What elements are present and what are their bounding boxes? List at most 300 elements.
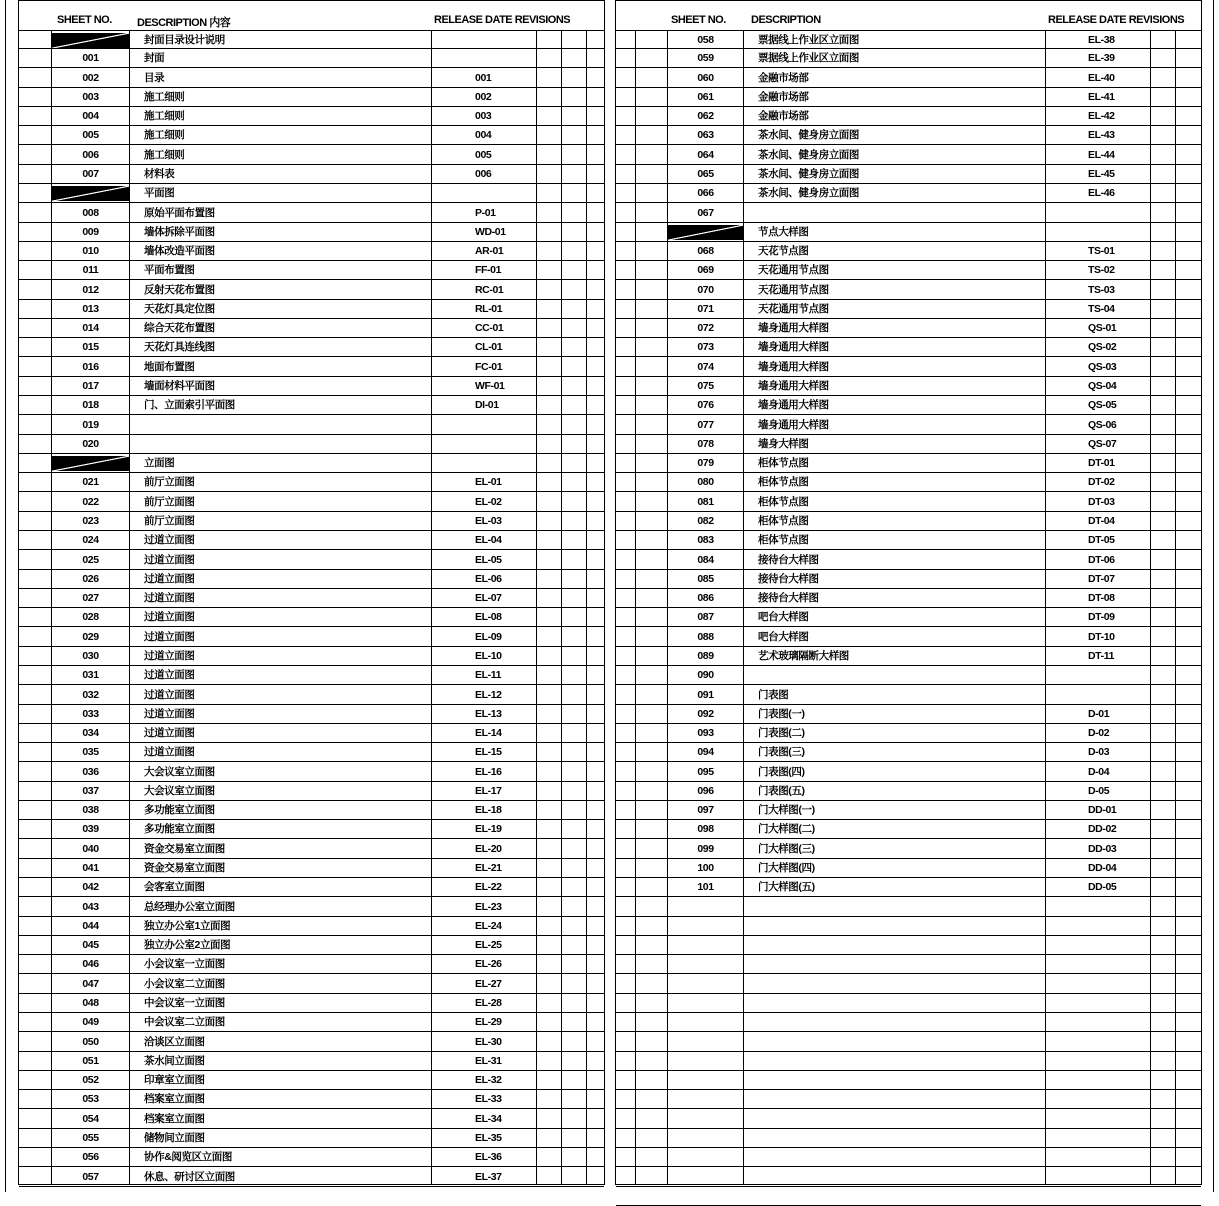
sheet-number: 055 bbox=[82, 1131, 99, 1144]
sheet-description: 封面 bbox=[144, 52, 165, 65]
drawing-code: 004 bbox=[475, 129, 492, 142]
drawing-code: EL-30 bbox=[475, 1035, 502, 1048]
sheet-number: 042 bbox=[82, 881, 99, 894]
drawing-code: EL-19 bbox=[475, 823, 502, 836]
sheet-number: 064 bbox=[697, 148, 714, 161]
drawing-code: 003 bbox=[475, 110, 492, 123]
table-row bbox=[616, 512, 1201, 531]
sheet-number: 065 bbox=[697, 167, 714, 180]
drawing-code: D-03 bbox=[1088, 746, 1110, 759]
table-row bbox=[19, 1168, 604, 1187]
table-row bbox=[19, 1110, 604, 1129]
sheet-description: 档案室立面图 bbox=[144, 1093, 205, 1106]
table-row bbox=[19, 898, 604, 917]
drawing-code: EL-06 bbox=[475, 572, 502, 585]
drawing-code: DT-08 bbox=[1088, 592, 1115, 605]
table-row bbox=[19, 223, 604, 242]
sheet-description: 资金交易室立面图 bbox=[144, 842, 225, 855]
sheet-number bbox=[668, 1168, 743, 1186]
sheet-number: 005 bbox=[82, 129, 99, 142]
sheet-number: 070 bbox=[697, 283, 714, 296]
column-divider bbox=[635, 30, 636, 1184]
sheet-description: 综合天花布置图 bbox=[144, 322, 215, 335]
sheet-number: 092 bbox=[697, 707, 714, 720]
table-row bbox=[616, 917, 1201, 936]
sheet-description: 门表图(二) bbox=[758, 727, 805, 740]
table-row bbox=[19, 782, 604, 801]
sheet-description: 多功能室立面图 bbox=[144, 804, 215, 817]
table-row bbox=[616, 801, 1201, 820]
drawing-code: EL-37 bbox=[475, 1170, 502, 1183]
drawing-code: EL-10 bbox=[475, 649, 502, 662]
sheet-description: 门表图(四) bbox=[758, 765, 805, 778]
sheet-number: 047 bbox=[82, 977, 99, 990]
table-row bbox=[19, 1071, 604, 1090]
drawing-code: 001 bbox=[475, 71, 492, 84]
sheet-description: 茶水间、健身房立面图 bbox=[758, 129, 859, 142]
drawing-code: EL-03 bbox=[475, 515, 502, 527]
sheet-description: 墙体拆除平面图 bbox=[144, 225, 215, 238]
sheet-number bbox=[668, 917, 743, 935]
sheet-number bbox=[668, 1110, 743, 1128]
sheet-description: 施工细则 bbox=[144, 90, 185, 103]
sheet-description: 储物间立面图 bbox=[144, 1131, 205, 1144]
sheet-number bbox=[668, 1013, 743, 1031]
table-row bbox=[19, 820, 604, 839]
sheet-description: 艺术玻璃隔断大样图 bbox=[758, 649, 849, 662]
sheet-number: 043 bbox=[82, 900, 99, 913]
sheet-description: 过道立面图 bbox=[144, 707, 195, 720]
sheet-description: 墙身通用大样图 bbox=[758, 360, 829, 373]
sheet-number bbox=[668, 936, 743, 954]
sheet-number: 056 bbox=[82, 1151, 99, 1164]
sheet-number: 069 bbox=[697, 264, 714, 277]
sheet-description: 前厅立面图 bbox=[144, 476, 195, 489]
sheet-description: 过道立面图 bbox=[144, 592, 195, 605]
sheet-number: 062 bbox=[697, 110, 714, 123]
sheet-description: 门表图(一) bbox=[758, 707, 805, 720]
sheet-description: 会客室立面图 bbox=[144, 881, 205, 894]
sheet-number: 075 bbox=[697, 380, 714, 393]
sheet-number: 007 bbox=[82, 167, 99, 180]
drawing-code: EL-13 bbox=[475, 707, 502, 720]
sheet-description: 反射天花布置图 bbox=[144, 283, 215, 296]
sheet-description: 茶水间、健身房立面图 bbox=[758, 167, 859, 180]
sheet-number: 015 bbox=[82, 341, 99, 354]
sheet-number: 053 bbox=[82, 1093, 99, 1106]
table-row bbox=[19, 859, 604, 878]
table-row bbox=[616, 261, 1201, 280]
sheet-number: 001 bbox=[82, 52, 99, 65]
sheet-description: 独立办公室1立面图 bbox=[144, 919, 231, 932]
sheet-description: 过道立面图 bbox=[144, 553, 195, 566]
table-row bbox=[19, 1129, 604, 1148]
sheet-number bbox=[668, 994, 743, 1012]
sheet-description: 茶水间立面图 bbox=[144, 1054, 205, 1067]
column-divider bbox=[1150, 30, 1151, 1184]
drawing-code: RC-01 bbox=[475, 283, 504, 296]
drawing-code: EL-35 bbox=[475, 1131, 502, 1144]
drawing-code: DD-04 bbox=[1088, 862, 1117, 875]
drawing-code: EL-27 bbox=[475, 977, 502, 990]
table-row bbox=[616, 686, 1201, 705]
table-row bbox=[19, 570, 604, 589]
drawing-code: DI-01 bbox=[475, 399, 499, 412]
column-divider bbox=[667, 30, 668, 1184]
sheet-description: 接待台大样图 bbox=[758, 592, 819, 605]
sheet-number: 076 bbox=[697, 399, 714, 412]
sheet-number: 077 bbox=[697, 418, 714, 431]
table-row bbox=[19, 994, 604, 1013]
drawing-code: DD-01 bbox=[1088, 804, 1117, 817]
sheet-number: 019 bbox=[82, 418, 99, 431]
table-row bbox=[616, 994, 1201, 1013]
drawing-code: DD-03 bbox=[1088, 842, 1117, 855]
sheet-description: 票据线上作业区立面图 bbox=[758, 52, 859, 65]
drawing-list-left bbox=[18, 0, 605, 1185]
sheet-description: 原始平面布置图 bbox=[144, 206, 215, 219]
sheet-number: 057 bbox=[82, 1170, 99, 1183]
sheet-number: 038 bbox=[82, 804, 99, 817]
table-row bbox=[616, 1187, 1201, 1206]
table-row bbox=[616, 88, 1201, 107]
table-row bbox=[19, 763, 604, 782]
table-row bbox=[19, 242, 604, 261]
sheet-number: 039 bbox=[82, 823, 99, 836]
sheet-description: 中会议室一立面图 bbox=[144, 997, 225, 1009]
sheet-number: 045 bbox=[82, 939, 99, 952]
drawing-code: D-05 bbox=[1088, 784, 1110, 797]
drawing-code: EL-01 bbox=[475, 476, 502, 489]
sheet-description: 封面目录设计说明 bbox=[144, 34, 225, 46]
table-row bbox=[19, 801, 604, 820]
table-row bbox=[616, 126, 1201, 145]
table-row bbox=[19, 840, 604, 859]
sheet-description: 独立办公室2立面图 bbox=[144, 939, 231, 952]
sheet-number: 004 bbox=[82, 110, 99, 123]
table-row bbox=[616, 878, 1201, 897]
table-row bbox=[616, 416, 1201, 435]
drawing-code: TS-01 bbox=[1088, 245, 1115, 258]
table-row bbox=[616, 975, 1201, 994]
sheet-description: 金融市场部 bbox=[758, 90, 809, 103]
sheet-number: 021 bbox=[82, 476, 99, 489]
sheet-description: 墙身通用大样图 bbox=[758, 399, 829, 412]
table-row bbox=[616, 1052, 1201, 1071]
drawing-code: EL-24 bbox=[475, 919, 502, 932]
drawing-code: DT-07 bbox=[1088, 572, 1115, 585]
sheet-description: 过道立面图 bbox=[144, 669, 195, 682]
drawing-code: AR-01 bbox=[475, 245, 504, 258]
table-row bbox=[616, 782, 1201, 801]
drawing-code: CL-01 bbox=[475, 341, 503, 354]
column-divider bbox=[51, 30, 52, 1184]
table-row bbox=[19, 1052, 604, 1071]
sheet-number: 013 bbox=[82, 302, 99, 315]
sheet-description: 施工细则 bbox=[144, 129, 185, 142]
sheet-description: 施工细则 bbox=[144, 110, 185, 123]
outer-border-left bbox=[5, 0, 6, 1192]
table-row bbox=[19, 686, 604, 705]
table-row bbox=[19, 1033, 604, 1052]
column-divider bbox=[743, 30, 744, 1184]
sheet-description: 施工细则 bbox=[144, 148, 185, 161]
table-row bbox=[616, 628, 1201, 647]
sheet-number: 086 bbox=[697, 592, 714, 605]
sheet-number bbox=[668, 223, 743, 241]
sheet-description: 小会议室一立面图 bbox=[144, 958, 225, 971]
sheet-number: 048 bbox=[82, 997, 99, 1009]
drawing-code: EL-29 bbox=[475, 1016, 502, 1029]
sheet-number: 071 bbox=[697, 302, 714, 315]
table-row bbox=[616, 493, 1201, 512]
table-row bbox=[616, 1168, 1201, 1187]
drawing-code: EL-25 bbox=[475, 939, 502, 952]
table-row bbox=[19, 88, 604, 107]
header-description: DESCRIPTION bbox=[751, 14, 821, 26]
drawing-code: EL-20 bbox=[475, 842, 502, 855]
sheet-number: 078 bbox=[697, 437, 714, 450]
table-row bbox=[19, 647, 604, 666]
sheet-number: 068 bbox=[697, 245, 714, 258]
outer-border-right bbox=[1213, 0, 1214, 1192]
drawing-code: RL-01 bbox=[475, 302, 503, 315]
sheet-number: 046 bbox=[82, 958, 99, 971]
sheet-number: 002 bbox=[82, 71, 99, 84]
sheet-description: 金融市场部 bbox=[758, 71, 809, 84]
drawing-code: EL-15 bbox=[475, 746, 502, 759]
drawing-code: EL-36 bbox=[475, 1151, 502, 1164]
drawing-code: EL-23 bbox=[475, 900, 502, 913]
table-row bbox=[616, 1033, 1201, 1052]
drawing-code: QS-05 bbox=[1088, 399, 1117, 412]
table-row bbox=[616, 955, 1201, 974]
table-row bbox=[19, 146, 604, 165]
table-row bbox=[616, 1013, 1201, 1032]
table-row bbox=[616, 1090, 1201, 1109]
sheet-description: 门表图 bbox=[758, 688, 789, 701]
table-row bbox=[19, 743, 604, 762]
sheet-description: 门大样图(五) bbox=[758, 881, 815, 894]
sheet-description: 茶水间、健身房立面图 bbox=[758, 148, 859, 161]
drawing-code: DT-06 bbox=[1088, 553, 1115, 566]
table-row bbox=[616, 319, 1201, 338]
drawing-code: P-01 bbox=[475, 206, 496, 219]
table-row bbox=[616, 666, 1201, 685]
sheet-number bbox=[52, 184, 129, 202]
drawing-code: EL-41 bbox=[1088, 90, 1115, 103]
sheet-number: 060 bbox=[697, 71, 714, 84]
drawing-code: WF-01 bbox=[475, 380, 505, 393]
table-row bbox=[19, 377, 604, 396]
header-sheet-no: SHEET NO. bbox=[57, 14, 112, 26]
sheet-number: 018 bbox=[82, 399, 99, 412]
drawing-code: D-04 bbox=[1088, 765, 1110, 778]
table-row bbox=[616, 30, 1201, 49]
drawing-code: EL-31 bbox=[475, 1054, 502, 1067]
section-row bbox=[19, 30, 604, 49]
drawing-code: QS-07 bbox=[1088, 437, 1117, 450]
column-divider bbox=[1175, 30, 1176, 1184]
sheet-description: 目录 bbox=[144, 71, 165, 84]
sheet-description: 门大样图(四) bbox=[758, 862, 815, 875]
sheet-number: 012 bbox=[82, 283, 99, 296]
drawing-code: 006 bbox=[475, 167, 492, 180]
sheet-description: 金融市场部 bbox=[758, 110, 809, 123]
table-row bbox=[19, 473, 604, 492]
table-row bbox=[19, 628, 604, 647]
sheet-number: 049 bbox=[82, 1016, 99, 1029]
drawing-code: D-01 bbox=[1088, 707, 1110, 720]
section-row bbox=[19, 184, 604, 203]
table-row bbox=[616, 743, 1201, 762]
sheet-number: 101 bbox=[697, 881, 714, 894]
sheet-number: 059 bbox=[697, 52, 714, 65]
table-row bbox=[616, 473, 1201, 492]
sheet-number: 094 bbox=[697, 746, 714, 759]
sheet-number: 035 bbox=[82, 746, 99, 759]
sheet-description: 门、立面索引平面图 bbox=[144, 399, 235, 412]
drawing-code: EL-21 bbox=[475, 862, 502, 875]
table-row bbox=[616, 531, 1201, 550]
table-row bbox=[616, 608, 1201, 627]
table-row bbox=[616, 242, 1201, 261]
sheet-description: 中会议室二立面图 bbox=[144, 1016, 225, 1029]
drawing-code: DT-11 bbox=[1088, 649, 1115, 662]
sheet-description: 吧台大样图 bbox=[758, 611, 809, 624]
drawing-code: 005 bbox=[475, 148, 492, 161]
header-release-date-revisions: RELEASE DATE REVISIONS bbox=[1048, 14, 1185, 26]
sheet-number: 080 bbox=[697, 476, 714, 489]
table-row bbox=[19, 126, 604, 145]
table-row bbox=[19, 281, 604, 300]
sheet-description: 柜体节点图 bbox=[758, 476, 809, 489]
table-row bbox=[19, 416, 604, 435]
drawing-code: EL-08 bbox=[475, 611, 502, 624]
sheet-description: 门大样图(二) bbox=[758, 823, 815, 836]
table-row bbox=[19, 319, 604, 338]
sheet-number bbox=[668, 1090, 743, 1108]
table-row bbox=[19, 936, 604, 955]
sheet-description: 总经理办公室立面图 bbox=[144, 900, 235, 913]
header-sheet-no: SHEET NO. bbox=[671, 14, 726, 26]
header-description: DESCRIPTION 内容 bbox=[137, 17, 231, 29]
sheet-number: 020 bbox=[82, 437, 99, 450]
table-row bbox=[19, 917, 604, 936]
sheet-number: 088 bbox=[697, 630, 714, 643]
sheet-number: 082 bbox=[697, 515, 714, 527]
table-row bbox=[616, 300, 1201, 319]
table-row bbox=[19, 608, 604, 627]
sheet-number: 025 bbox=[82, 553, 99, 566]
drawing-code: EL-14 bbox=[475, 727, 502, 740]
column-divider bbox=[129, 30, 130, 1184]
drawing-code: EL-04 bbox=[475, 534, 502, 547]
table-row bbox=[616, 377, 1201, 396]
sheet-number: 050 bbox=[82, 1035, 99, 1048]
table-row bbox=[616, 1129, 1201, 1148]
table-row bbox=[616, 146, 1201, 165]
table-row bbox=[616, 184, 1201, 203]
table-row bbox=[19, 49, 604, 68]
column-divider bbox=[561, 30, 562, 1184]
sheet-description: 地面布置图 bbox=[144, 360, 195, 373]
table-row bbox=[616, 358, 1201, 377]
sheet-number: 087 bbox=[697, 611, 714, 624]
drawing-code: EL-17 bbox=[475, 784, 502, 797]
sheet-description: 过道立面图 bbox=[144, 630, 195, 643]
sheet-number: 041 bbox=[82, 862, 99, 875]
table-row bbox=[19, 493, 604, 512]
sheet-number: 016 bbox=[82, 360, 99, 373]
sheet-description: 过道立面图 bbox=[144, 611, 195, 624]
sheet-description: 档案室立面图 bbox=[144, 1112, 205, 1125]
table-row bbox=[19, 724, 604, 743]
sheet-number: 093 bbox=[697, 727, 714, 740]
sheet-number: 051 bbox=[82, 1054, 99, 1067]
sheet-number: 074 bbox=[697, 360, 714, 373]
table-row bbox=[19, 396, 604, 415]
table-row bbox=[616, 570, 1201, 589]
drawing-code: TS-03 bbox=[1088, 283, 1115, 296]
sheet-description: 接待台大样图 bbox=[758, 553, 819, 566]
sheet-number: 061 bbox=[697, 90, 714, 103]
drawing-code: QS-01 bbox=[1088, 322, 1117, 335]
table-row bbox=[616, 435, 1201, 454]
drawing-code: DD-02 bbox=[1088, 823, 1117, 836]
sheet-number: 067 bbox=[697, 206, 714, 219]
table-row bbox=[19, 512, 604, 531]
section-row bbox=[19, 454, 604, 473]
drawing-code: CC-01 bbox=[475, 322, 504, 335]
table-row bbox=[616, 396, 1201, 415]
sheet-description: 平面图 bbox=[144, 187, 175, 200]
drawing-code: EL-46 bbox=[1088, 187, 1115, 200]
sheet-number: 023 bbox=[82, 515, 99, 527]
table-row bbox=[19, 338, 604, 357]
drawing-code: EL-42 bbox=[1088, 110, 1115, 123]
sheet-number: 028 bbox=[82, 611, 99, 624]
sheet-description: 票据线上作业区立面图 bbox=[758, 34, 859, 46]
header-release-date-revisions: RELEASE DATE REVISIONS bbox=[434, 14, 571, 26]
table-row bbox=[616, 859, 1201, 878]
drawing-code: DT-03 bbox=[1088, 495, 1115, 508]
drawing-code: EL-22 bbox=[475, 881, 502, 894]
sheet-number: 044 bbox=[82, 919, 99, 932]
sheet-number: 017 bbox=[82, 380, 99, 393]
table-row bbox=[19, 1090, 604, 1109]
drawing-code: DD-05 bbox=[1088, 881, 1117, 894]
drawing-code: QS-02 bbox=[1088, 341, 1117, 354]
drawing-list-right bbox=[615, 0, 1202, 1185]
drawing-code: D-02 bbox=[1088, 727, 1110, 740]
drawing-code: QS-06 bbox=[1088, 418, 1117, 431]
drawing-code: TS-02 bbox=[1088, 264, 1115, 277]
table-row bbox=[19, 955, 604, 974]
table-row bbox=[616, 338, 1201, 357]
drawing-code: EL-33 bbox=[475, 1093, 502, 1106]
sheet-number: 066 bbox=[697, 187, 714, 200]
table-row bbox=[616, 204, 1201, 223]
drawing-code: EL-07 bbox=[475, 592, 502, 605]
sheet-number: 095 bbox=[697, 765, 714, 778]
column-divider bbox=[1045, 30, 1046, 1184]
sheet-number: 073 bbox=[697, 341, 714, 354]
sheet-description: 天花灯具连线图 bbox=[144, 341, 215, 354]
section-row bbox=[616, 223, 1201, 242]
drawing-code: EL-45 bbox=[1088, 167, 1115, 180]
sheet-description: 过道立面图 bbox=[144, 649, 195, 662]
